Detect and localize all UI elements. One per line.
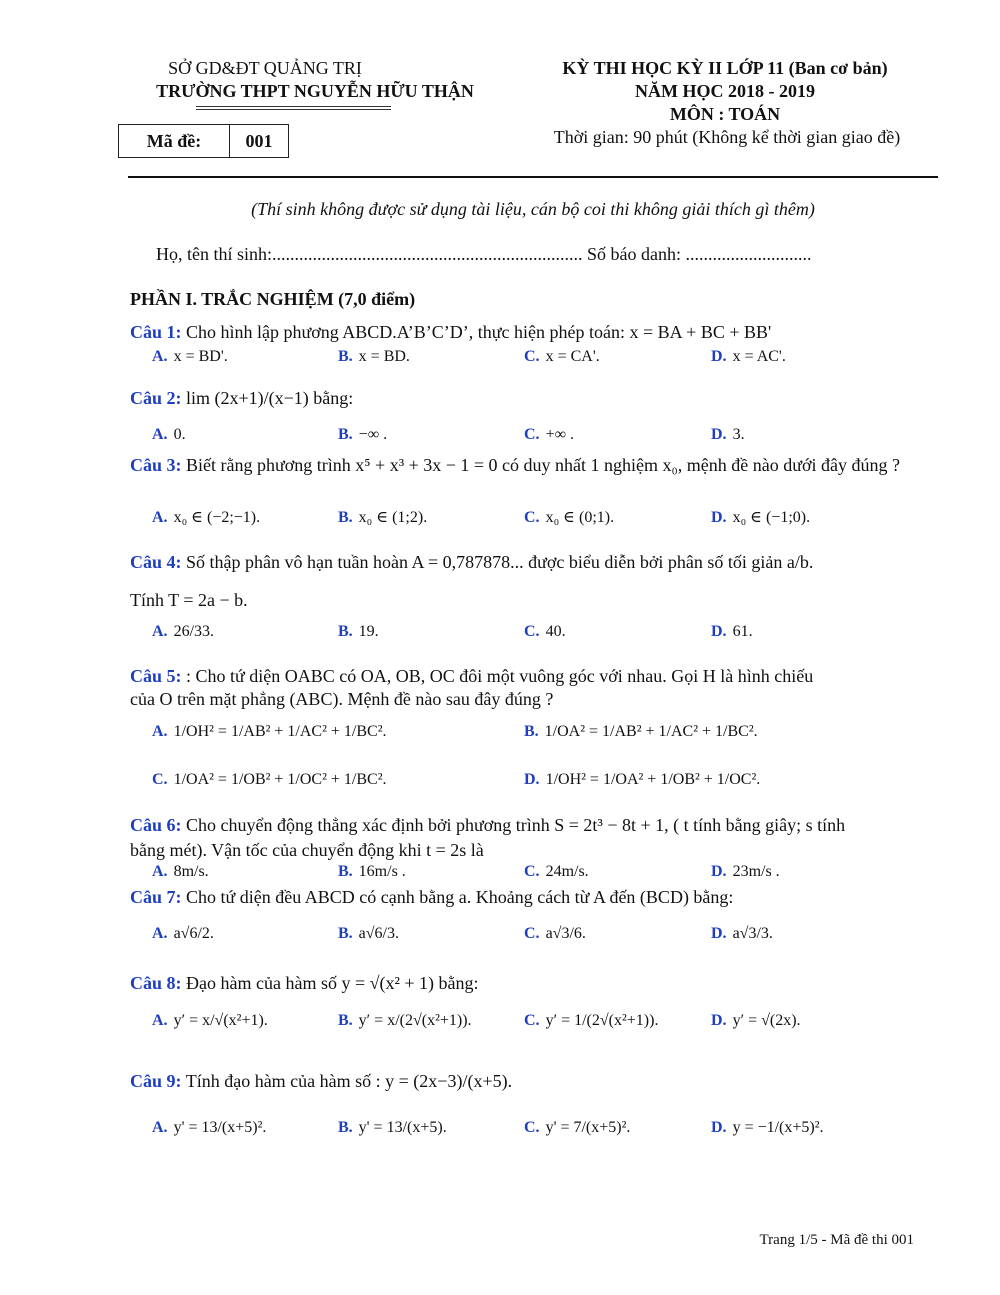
option-c[interactable]: C. 40. (524, 623, 566, 640)
question-5 (130, 664, 920, 688)
option-a[interactable]: A. x = BD'. (152, 348, 228, 365)
question-text: Cho tứ diện đều ABCD có cạnh bằng a. Khoảng cách từ A đến (BCD) bằng: (186, 887, 734, 907)
question-4-line2: Tính T = 2a − b. (130, 590, 248, 610)
subject: MÔN : TOÁN (669, 104, 781, 124)
option-d[interactable]: D. x = AC'. (711, 348, 786, 365)
question-label: Câu 9: (130, 1071, 182, 1091)
exam-duration: Thời gian: 90 phút (Không kể thời gian giao đề) (553, 127, 901, 147)
option-b[interactable]: B. 16m/s . (338, 863, 406, 880)
question-text: Đạo hàm của hàm số y = √(x² + 1) bằng: (186, 973, 479, 993)
option-a[interactable]: A. 1/OH² = 1/AB² + 1/AC² + 1/BC². (152, 723, 387, 740)
option-a[interactable]: A. y' = 13/(x+5)². (152, 1119, 267, 1136)
question-label: Câu 3: (130, 455, 182, 475)
question-label: Câu 7: (130, 887, 182, 907)
question-6-line2: bằng mét). Vận tốc của chuyển động khi t = 2s là (130, 840, 484, 860)
option-c[interactable]: C. 24m/s. (524, 863, 589, 880)
option-a[interactable]: A. 26/33. (152, 623, 215, 640)
question-5-line2: của O trên mặt phẳng (ABC). Mệnh đề nào sau đây đúng ? (130, 689, 554, 709)
question-label: Câu 4: (130, 552, 182, 572)
exam-title: KỲ THI HỌC KỲ II LỚP 11 (Ban cơ bản) (562, 58, 888, 78)
option-b[interactable]: B. −∞ . (338, 426, 388, 443)
question-9 (130, 1069, 920, 1093)
option-d[interactable]: D. a√3/3. (711, 925, 773, 942)
exam-code-label: Mã đề: (119, 125, 230, 157)
section-title: PHẦN I. TRẮC NGHIỆM (7,0 điểm) (130, 289, 416, 309)
question-3 (130, 453, 920, 477)
option-d[interactable]: D. 61. (711, 623, 753, 640)
option-b[interactable]: B. a√6/3. (338, 925, 399, 942)
option-a[interactable]: A. x₀ ∈ (−2;−1). (152, 509, 261, 526)
option-b[interactable]: B. x = BD. (338, 348, 410, 365)
instruction-note: (Thí sinh không được sử dụng tài liệu, cán bộ coi thi không giải thích gì thêm) (251, 199, 815, 219)
question-text: lim (2x+1)/(x−1) bằng: (186, 388, 354, 408)
school-name: TRƯỜNG THPT NGUYỄN HỮU THẬN (156, 81, 474, 101)
question-text: Biết rằng phương trình x⁵ + x³ + 3x − 1 = 0 có duy nhất 1 nghiệm x₀, mệnh đề nào dưới đây đúng ? (186, 455, 901, 475)
question-8 (130, 971, 920, 995)
dept-name: SỞ GD&ĐT QUẢNG TRỊ (168, 58, 362, 78)
option-d[interactable]: D. y = −1/(x+5)². (711, 1119, 824, 1136)
question-label: Câu 2: (130, 388, 182, 408)
question-text: Cho hình lập phương ABCD.A’B’C’D’, thực hiện phép toán: x = BA + BC + BB' (186, 322, 772, 342)
question-label: Câu 1: (130, 322, 182, 342)
option-c[interactable]: C. 1/OA² = 1/OB² + 1/OC² + 1/BC². (152, 771, 387, 788)
option-b[interactable]: B. x₀ ∈ (1;2). (338, 509, 428, 526)
option-c[interactable]: C. x = CA'. (524, 348, 600, 365)
option-a[interactable]: A. 8m/s. (152, 863, 209, 880)
question-text: : Cho tứ diện OABC có OA, OB, OC đôi một vuông góc với nhau. Gọi H là hình chiếu (186, 666, 814, 686)
school-underline (196, 106, 391, 110)
option-c[interactable]: C. y' = 7/(x+5)². (524, 1119, 631, 1136)
option-c[interactable]: C. +∞ . (524, 426, 574, 443)
header-divider (128, 176, 938, 178)
option-c[interactable]: C. a√3/6. (524, 925, 586, 942)
option-d[interactable]: D. 23m/s . (711, 863, 780, 880)
question-text: Tính đạo hàm của hàm số : y = (2x−3)/(x+5). (185, 1071, 513, 1091)
exam-code-box (118, 124, 289, 158)
option-d[interactable]: D. 3. (711, 426, 745, 443)
question-6 (130, 813, 920, 837)
question-1 (130, 320, 920, 344)
question-text: Số thập phân vô hạn tuần hoàn A = 0,787878... được biểu diễn bởi phân số tối giản a/b. (186, 552, 814, 572)
page-footer: Trang 1/5 - Mã đề thi 001 (759, 1232, 914, 1248)
option-b[interactable]: B. 19. (338, 623, 379, 640)
option-c[interactable]: C. y′ = 1/(2√(x²+1)). (524, 1012, 659, 1029)
option-d[interactable]: D. x₀ ∈ (−1;0). (711, 509, 811, 526)
option-a[interactable]: A. 0. (152, 426, 186, 443)
option-a[interactable]: A. y′ = x/√(x²+1). (152, 1012, 268, 1029)
option-a[interactable]: A. a√6/2. (152, 925, 214, 942)
question-4 (130, 550, 920, 574)
option-d[interactable]: D. 1/OH² = 1/OA² + 1/OB² + 1/OC². (524, 771, 761, 788)
question-label: Câu 8: (130, 973, 182, 993)
question-text: Cho chuyển động thẳng xác định bởi phương trình S = 2t³ − 8t + 1, ( t tính bằng giây; s tính (186, 815, 846, 835)
school-year: NĂM HỌC 2018 - 2019 (635, 81, 815, 101)
question-7 (130, 885, 920, 909)
question-2 (130, 386, 920, 410)
exam-code-value: 001 (245, 130, 273, 151)
question-label: Câu 6: (130, 815, 182, 835)
option-b[interactable]: B. y′ = x/(2√(x²+1)). (338, 1012, 472, 1029)
option-b[interactable]: B. 1/OA² = 1/AB² + 1/AC² + 1/BC². (524, 723, 758, 740)
student-info-line: Họ, tên thí sinh:..................................................................... Số báo danh: ............................ (156, 244, 812, 264)
option-c[interactable]: C. x₀ ∈ (0;1). (524, 509, 615, 526)
option-d[interactable]: D. y′ = √(2x). (711, 1012, 801, 1029)
option-b[interactable]: B. y' = 13/(x+5). (338, 1119, 447, 1136)
question-label: Câu 5: (130, 666, 182, 686)
